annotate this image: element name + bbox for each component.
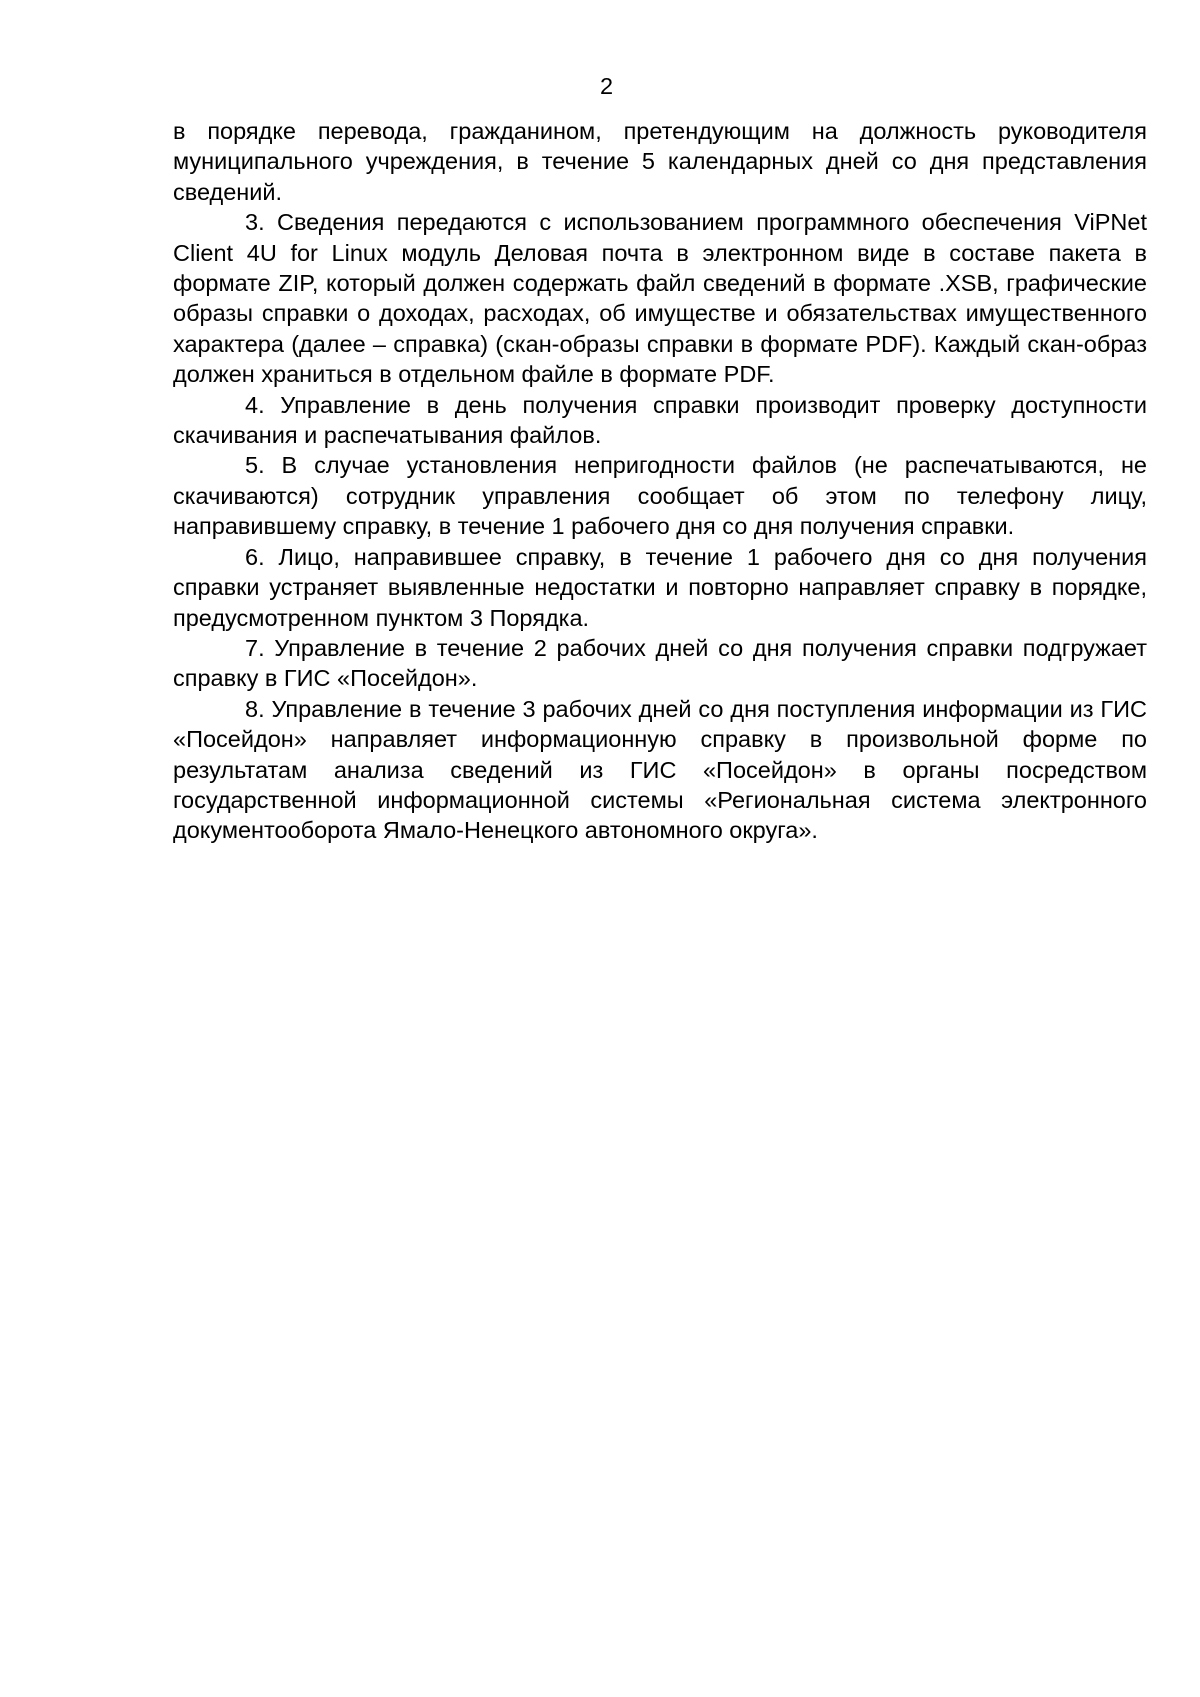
page-number: 2	[599, 73, 614, 99]
paragraph-item-3: 3. Сведения передаются с использованием программного обеспечения ViPNet Client 4U for Linux модуль Деловая почта в электронном виде в составе пакета в формате ZIP, который должен содержать файл сведений в формате .XSB, графические образы справки о доходах, расходах, об имуществе и обязательствах имущественного характера (далее – справка) (скан-образы справки в формате PDF). Каждый скан-образ должен храниться в отдельном файле в формате PDF.	[173, 209, 1147, 388]
paragraph-item-7: 7. Управление в течение 2 рабочих дней со дня получения справки подгружает справку в ГИС «Посейдон».	[173, 634, 1147, 692]
paragraph-item-8: 8. Управление в течение 3 рабочих дней со дня поступления информации из ГИС «Посейдон» направляет информационную справку в произвольной форме по результатам анализа сведений из ГИС «Посейдон» в органы посредством государственной информационной системы «Региональная система электронного документооборота Ямало-Ненецкого автономного округа».	[173, 695, 1147, 844]
document-body	[173, 116, 1147, 846]
paragraph-item-6: 6. Лицо, направившее справку, в течение 1 рабочего дня со дня получения справки устраняет выявленные недостатки и повторно направляет справку в порядке, предусмотренном пунктом 3 Порядка.	[173, 543, 1147, 631]
paragraph-item-4: 4. Управление в день получения справки производит проверку доступности скачивания и распечатывания файлов.	[173, 391, 1147, 449]
paragraph-item-5: 5. В случае установления непригодности файлов (не распечатываются, не скачиваются) сотрудник управления сообщает об этом по телефону лицу, направившему справку, в течение 1 рабочего дня со дня получения справки.	[173, 452, 1147, 540]
paragraph-continuation: в порядке перевода, гражданином, претендующим на должность руководителя муниципального учреждения, в течение 5 календарных дней со дня представления сведений.	[173, 118, 1147, 205]
